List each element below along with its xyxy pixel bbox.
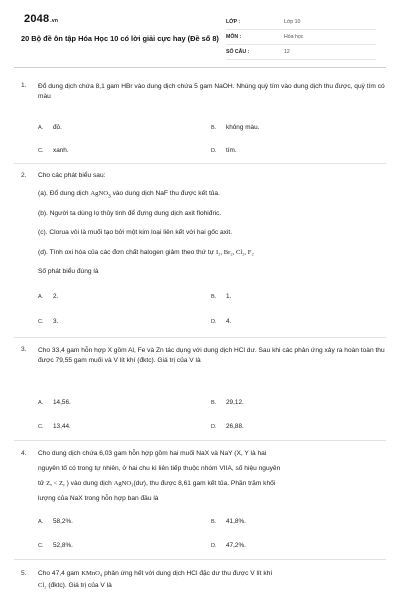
option-letter: B. xyxy=(211,519,217,525)
exam-meta xyxy=(226,15,376,60)
question-4 xyxy=(21,450,388,555)
option-d[interactable] xyxy=(211,423,244,430)
header-divider xyxy=(14,67,386,68)
chem-kmno4: KMnO₄ xyxy=(81,570,103,577)
option-letter: A. xyxy=(38,400,44,406)
option-d[interactable] xyxy=(211,147,237,154)
chem-cl2: Cl₂ xyxy=(38,582,47,589)
option-c[interactable] xyxy=(38,542,73,549)
question-divider xyxy=(14,559,386,560)
site-logo[interactable] xyxy=(24,13,58,25)
question-number: 3. xyxy=(21,346,27,353)
question-1 xyxy=(21,82,388,162)
option-text: không màu. xyxy=(226,124,260,131)
option-text: đỏ. xyxy=(53,124,62,131)
question-line-4: lượng của NaX trong hỗn hợp ban đầu là xyxy=(38,495,159,502)
statement-d xyxy=(38,249,254,256)
option-letter: A. xyxy=(38,125,44,131)
option-text: 4. xyxy=(226,318,232,325)
option-a[interactable] xyxy=(38,518,73,525)
option-text: 29,12. xyxy=(226,399,244,406)
option-letter: D. xyxy=(211,424,217,430)
statement-b: (b). Người ta dùng lọ thủy tinh để đựng dung dịch axit flohiđric. xyxy=(38,210,222,217)
option-letter: A. xyxy=(38,519,44,525)
option-letter: C. xyxy=(38,148,44,154)
line-3-text-mid: ) vào dung dịch xyxy=(64,480,114,487)
meta-count xyxy=(226,45,376,60)
chem-agno3: AgNO xyxy=(90,190,109,197)
option-letter: A. xyxy=(38,294,44,300)
question-number: 2. xyxy=(21,172,27,179)
line-3-text: tử xyxy=(38,480,47,487)
option-c[interactable] xyxy=(38,147,69,154)
option-b[interactable] xyxy=(211,293,231,300)
question-line-3 xyxy=(38,480,275,487)
line-1-text: Cho 47,4 gam xyxy=(38,570,82,577)
question-text: Đổ dung dịch chứa 8,1 gam HBr vào dung dịch chứa 5 gam NaOH. Nhúng quỳ tím vào dung dịch thu được, quỳ tím có màu xyxy=(38,83,385,100)
statement-a xyxy=(38,190,220,199)
option-text: 52,8%. xyxy=(53,542,73,549)
meta-subject xyxy=(226,30,376,45)
option-text: 26,88. xyxy=(226,423,244,430)
question-number: 4. xyxy=(21,450,27,457)
meta-subject-label: MÔN : xyxy=(226,34,242,40)
option-text: 58,2%. xyxy=(53,518,73,525)
option-c[interactable] xyxy=(38,318,58,325)
chem-agno3: AgNO₃ xyxy=(113,480,134,487)
option-text: xanh. xyxy=(53,147,69,154)
line-1-text-end: phản ứng hết với dung dịch HCl đặc dư thu được V lít khí xyxy=(102,570,273,577)
line-3-text-end: (dư), thu được 8,61 gam kết tủa. Phần trăm khối xyxy=(133,480,276,487)
option-text: 47,2%. xyxy=(226,542,246,549)
option-text: 13,44. xyxy=(53,423,71,430)
question-line-2: nguyên tố có trong tự nhiên, ở hai chu kì liên tiếp thuộc nhóm VIIA, số hiệu nguyên xyxy=(38,465,281,472)
question-5 xyxy=(21,570,388,598)
question-outro: Số phát biểu đúng là xyxy=(38,268,99,275)
option-letter: C. xyxy=(38,319,44,325)
meta-subject-value: Hóa học xyxy=(284,34,304,40)
question-3 xyxy=(21,346,388,436)
question-divider xyxy=(14,337,386,338)
question-2 xyxy=(21,172,388,332)
chem-formula xyxy=(90,190,111,200)
question-number: 1. xyxy=(21,82,27,89)
option-a[interactable] xyxy=(38,399,71,406)
option-text: 14,56. xyxy=(53,399,71,406)
chem-subscript: 3 xyxy=(108,193,111,200)
option-letter: D. xyxy=(211,543,217,549)
statement-a-text: (a). Đổ dung dịch xyxy=(38,190,91,197)
meta-class-value: Lớp 10 xyxy=(284,19,301,25)
option-letter: B. xyxy=(211,400,217,406)
chem-halogens: I₂, Br₂, Cl₂, F₂ xyxy=(215,249,254,256)
meta-count-label: SỐ CÂU : xyxy=(226,49,250,55)
option-text: 2. xyxy=(53,293,59,300)
statement-d-text: (d). Tính oxi hóa của các đơn chất halogen giảm theo thứ tự xyxy=(38,249,216,256)
line-2-text: (đktc). Giá trị của V là xyxy=(46,582,112,589)
question-text: Cho 33,4 gam hỗn hợp X gồm Al, Fe và Zn tác dụng với dung dịch HCl dư. Sau khi các phản ứng xảy ra hoàn toàn thu được 79,55 gam muối và V lít khí (đktc). Giá trị của V là xyxy=(38,347,385,364)
option-letter: C. xyxy=(38,543,44,549)
meta-count-value: 12 xyxy=(284,49,290,55)
option-letter: B. xyxy=(211,125,217,131)
question-line-2 xyxy=(38,582,112,589)
statement-a-text-end: vào dung dịch NaF thu được kết tủa. xyxy=(110,190,220,197)
logo-text: 2048 xyxy=(24,13,50,25)
chem-atomic-numbers: Zₓ < Zᵧ xyxy=(46,480,65,487)
option-b[interactable] xyxy=(211,399,244,406)
option-text: 3. xyxy=(53,318,59,325)
question-intro: Cho các phát biểu sau: xyxy=(38,172,106,179)
question-divider xyxy=(14,163,386,164)
option-letter: B. xyxy=(211,294,217,300)
question-line-1: Cho dung dịch chứa 6,03 gam hỗn hợp gồm hai muối NaX và NaY (X, Y là hai xyxy=(38,450,267,457)
option-text: tím. xyxy=(226,147,237,154)
option-d[interactable] xyxy=(211,542,246,549)
exam-title: 20 Bộ đề ôn tập Hóa Học 10 có lời giải cực hay (Đề số 8) xyxy=(21,34,219,43)
exam-header xyxy=(0,0,400,68)
option-letter: D. xyxy=(211,319,217,325)
meta-class xyxy=(226,15,376,30)
question-number: 5. xyxy=(21,570,27,577)
option-a[interactable] xyxy=(38,293,58,300)
option-text: 41,8%. xyxy=(226,518,246,525)
logo-suffix: .vn xyxy=(50,18,59,24)
question-divider xyxy=(14,440,386,441)
option-b[interactable] xyxy=(211,124,259,131)
option-c[interactable] xyxy=(38,423,71,430)
option-b[interactable] xyxy=(211,518,246,525)
option-letter: D. xyxy=(211,148,217,154)
meta-class-label: LỚP : xyxy=(226,19,241,25)
question-line-1 xyxy=(38,570,272,577)
option-letter: C. xyxy=(38,424,44,430)
option-text: 1. xyxy=(226,293,232,300)
option-d[interactable] xyxy=(211,318,231,325)
statement-c: (c). Clorua vôi là muối tạo bởi một kim loại liên kết với hai gốc axit. xyxy=(38,229,233,236)
option-a[interactable] xyxy=(38,124,62,131)
